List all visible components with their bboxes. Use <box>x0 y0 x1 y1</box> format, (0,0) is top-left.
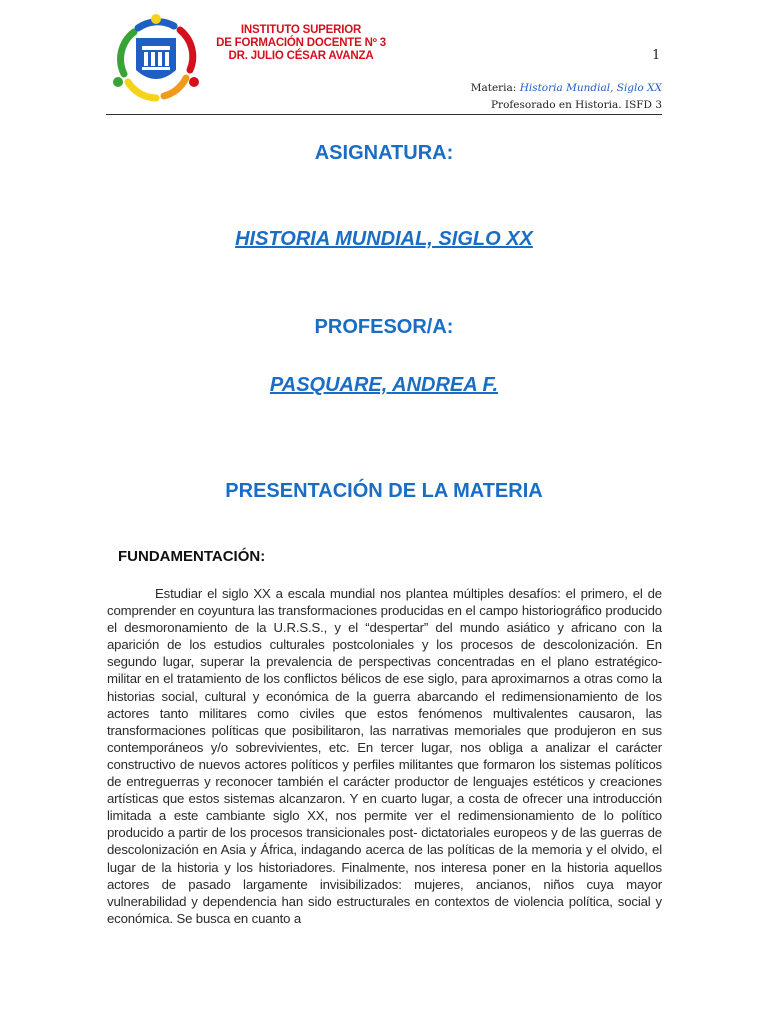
profesor-label: PROFESOR/A: <box>314 316 454 338</box>
profesor-value: PASQUARE, ANDREA F. <box>269 374 499 396</box>
logo-dot-yellow <box>151 14 161 24</box>
presentacion-title: PRESENTACIÓN DE LA MATERIA <box>225 480 543 502</box>
header-materia-line <box>471 80 662 97</box>
logo-dot-red <box>189 77 199 87</box>
logo-column <box>144 52 148 66</box>
logo-arc-yellow <box>128 82 156 98</box>
institute-name-line-1: INSTITUTO SUPERIOR <box>240 24 362 36</box>
materia-label: Materia: <box>470 82 520 94</box>
institute-name-line-2: DE FORMACIÓN DOCENTE Nº 3 <box>216 37 386 49</box>
logo-building-base <box>142 67 170 70</box>
logo-building-roof <box>142 46 170 50</box>
logo-column <box>158 52 162 66</box>
logo-arc-red <box>180 30 193 70</box>
materia-value: Historia Mundial, Siglo XX <box>519 82 662 94</box>
fundamentacion-title: FUNDAMENTACIÓN: <box>118 548 266 565</box>
logo-column <box>165 52 169 66</box>
institute-name <box>196 24 406 63</box>
logo-arc-orange <box>164 78 186 96</box>
asignatura-value: HISTORIA MUNDIAL, SIGLO XX <box>235 228 533 250</box>
header-divider <box>106 114 662 115</box>
logo-dot-green <box>113 77 123 87</box>
header-profesorado: Profesorado en Historia. ISFD 3 <box>490 99 662 111</box>
asignatura-label: ASIGNATURA: <box>314 142 454 164</box>
institute-name-line-3: DR. JULIO CÉSAR AVANZA <box>228 50 374 62</box>
page-number: 1 <box>652 48 661 63</box>
logo-shield <box>136 38 176 79</box>
logo-column <box>151 52 155 66</box>
header-subject-info <box>471 80 662 114</box>
fundamentacion-body: Estudiar el siglo XX a escala mundial nos plantea múltiples desafíos: el primero, el de comprender en coyuntura las transformaciones producidas en el campo historiográfico producido el desmoronamiento de la U.R.S.S., y el “despertar” del mundo asiático y africano con la aparición de los estudios culturales postcoloniales y los procesos de descolonización. En segundo lugar, superar la prevalencia de perspectivas concentradas en el plano estratégico- militar en el tratamiento de los conflictos bélicos de ese siglo, para aproximarnos a otras como la historias social, cultural y económica de la guerra abarcando el redimensionamiento de los actores tanto militares como civiles que estos fenómenos multivalentes causaron, las transformaciones políticas que posibilitaron, las narrativas memoriales que produjeron en sus contemporáneos y/o sobrevivientes, etc. En tercer lugar, nos obliga a analizar el carácter constructivo de nuevos actores políticos y perfiles militantes que formaron los sistemas políticos de entreguerras y reconocer también el carácter productor de lenguajes estéticos y creaciones artísticas que estos sistemas alcanzaron. Y en cuarto lugar, a costa de ofrecer una introducción limitada a este cambiante siglo XX, nos permite ver el redimensionamiento de lo político producido a partir de los procesos transicionales post- dictatoriales europeos y de las guerras de descolonización en Asia y África, indagando acerca de las políticas de la memoria y el olvido, el lugar de la historia y los historiadores. Finalmente, nos interesa poner en la historia aquellos actores de pasado largamente invisibilizados: mujeres, ancianos, niños cuya mayor vulnerabilidad y dependencia han sido estructurales en contextos de violencia política, social y económica. Se busca en cuanto a <box>107 586 662 926</box>
logo-arc-green <box>121 32 134 74</box>
